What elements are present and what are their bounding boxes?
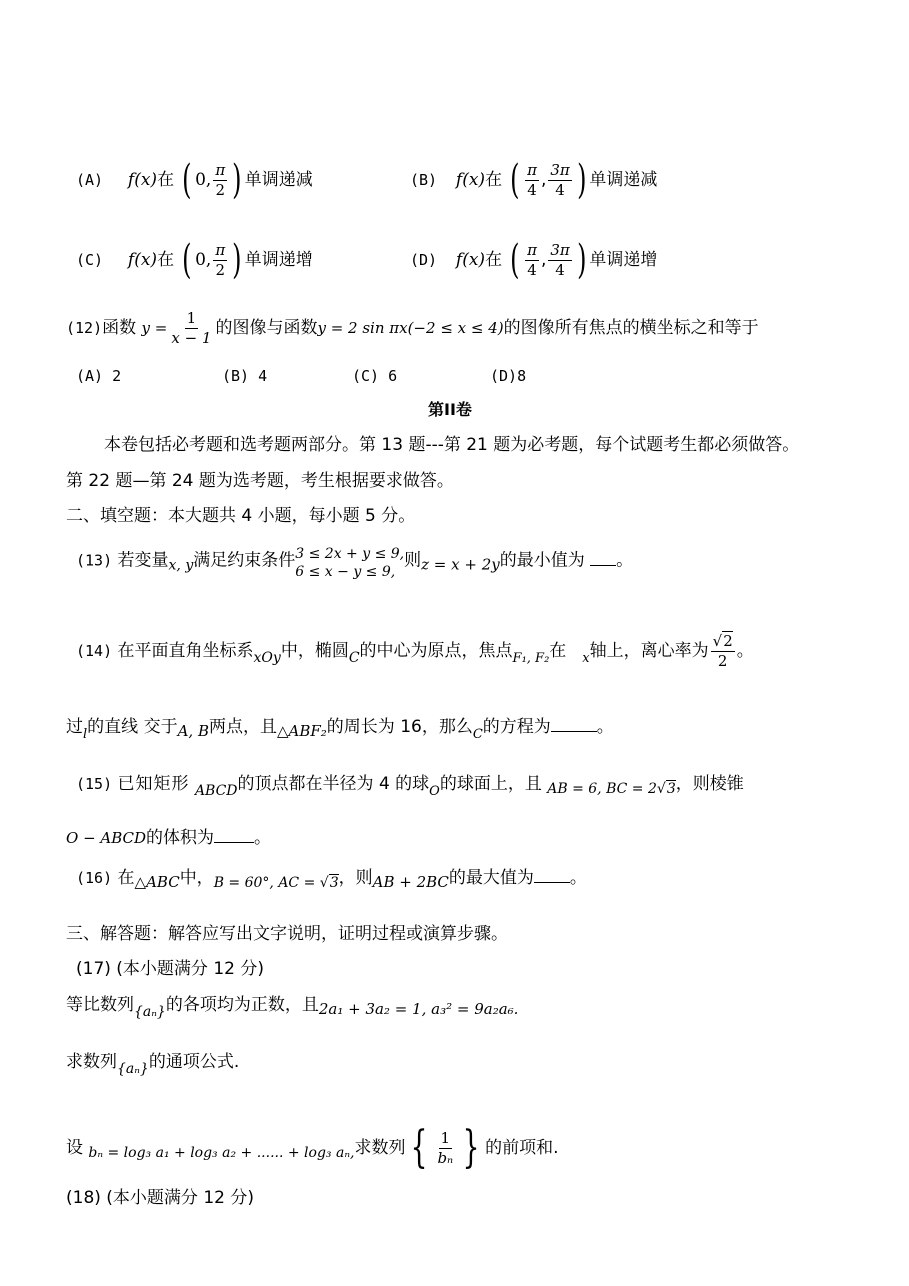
- section-heading: 二、填空题：本大题共 4 小题，每小题 5 分。: [66, 506, 416, 526]
- answer-blank: [534, 881, 570, 883]
- constraint-system: 3 ≤ 2x + y ≤ 9, 6 ≤ x − y ≤ 9,: [295, 546, 405, 580]
- question-14-line2: 过$_l$的直线 交于A, B两点，且△ABF₂的周长为 16，那么$_C$的方程为 。: [66, 717, 614, 742]
- interval: ( $\frac{\pi}{4}$ , $\frac{3\pi}{4}$ ): [510, 237, 587, 283]
- section-heading: 三、解答题：解答应写出文字说明，证明过程或演算步骤。: [66, 924, 508, 944]
- question-number: (15): [76, 775, 113, 793]
- fraction: $\frac{1}{x - 1}$: [171, 309, 212, 347]
- intro-paragraph: 第 22 题—第 24 题为选考题，考生根据要求做答。: [66, 471, 454, 491]
- question-15: (15) 已知矩形 $_{ABCD}$的顶点都在半径为 4 的球$_O$的球面上，且 $_{AB = 6, BC = 2√3}$，则棱锥: [76, 774, 744, 799]
- function-expression: f(x): [127, 170, 158, 190]
- interval: ( 0, $\frac{\pi}{2}$ ): [182, 237, 242, 283]
- question-17-part1: 求数列$_{\{a_n\}}$的通项公式.: [66, 1052, 240, 1077]
- answer-blank: [551, 730, 597, 732]
- function-expression: f(x): [127, 250, 158, 270]
- question-heading: (18) (本小题满分 12 分): [66, 1188, 255, 1208]
- option-a: (A) f(x)在 ( 0, $\frac{\pi}{2}$ ) 单调递减: [76, 157, 313, 203]
- function-expression: f(x): [455, 170, 486, 190]
- section-title: 第II卷: [428, 400, 472, 419]
- question-number: (12): [66, 319, 103, 337]
- answer-blank: [590, 564, 616, 566]
- question-13: (13) 若变量$_{x, y}$满足约束条件 3 ≤ 2x + y ≤ 9, 6 ≤ x − y ≤ 9, 则z = x + 2y的最小值为 。: [76, 546, 634, 580]
- question-heading: (17) (本小题满分 12 分): [76, 959, 265, 979]
- sequence-set: { $\frac{1}{\text{bₙ}}$ }: [411, 1122, 480, 1173]
- option-a: (A) 2: [76, 367, 122, 385]
- option-b: (B) f(x)在 ( $\frac{\pi}{4}$ , $\frac{3\pi}{4}$ ) 单调递减: [410, 157, 658, 203]
- question-12: (12)函数 y = $\frac{1}{x - 1}$ 的图像与函数y = 2 sin πx(−2 ≤ x ≤ 4)的图像所有焦点的横坐标之和等于: [66, 309, 759, 347]
- intro-paragraph: 本卷包括必考题和选考题两部分。第 13 题---第 21 题为必考题，每个试题考生都必须做答。: [104, 435, 800, 455]
- option-label: (C): [76, 251, 104, 269]
- option-c: (C) f(x)在 ( 0, $\frac{\pi}{2}$ ) 单调递增: [76, 237, 313, 283]
- fraction: $\frac{√2}{2}$: [712, 632, 733, 670]
- question-17-text: 等比数列$_{\{a_n\}}$的各项均为正数，且2a₁ + 3a₂ = 1, a₃² = 9a₂a₆.: [66, 995, 519, 1020]
- question-number: (14): [76, 642, 113, 660]
- question-14: (14) 在平面直角坐标系$_{xOy}$中，椭圆$_C$的中心为原点，焦点$_{F_1, F_2}$在 $_x$轴上，离心率为 $\frac{√2}{2}$ 。: [76, 632, 754, 670]
- question-16: (16) 在△ABC中，$_{B = 60^\circ, AC = √3}$，则AB + 2BC的最大值为 。: [76, 868, 587, 891]
- option-b: (B) 4: [222, 367, 268, 385]
- interval: ( $\frac{\pi}{4}$ , $\frac{3\pi}{4}$ ): [510, 157, 587, 203]
- option-d: (D)8: [490, 367, 527, 385]
- question-number: (13): [76, 551, 113, 570]
- answer-blank: [214, 841, 254, 843]
- option-label: (A): [76, 171, 104, 189]
- option-c: (C) 6: [352, 367, 398, 385]
- option-label: (D): [410, 251, 438, 269]
- question-17-part2: 设 $_{b_n = log_3 a_1 + log_3 a_2 + ...... + log_3 a_n,}$求数列 { $\frac{1}{\text{bₙ}}$ } 的前项和.: [66, 1122, 559, 1173]
- option-d: (D) f(x)在 ( $\frac{\pi}{4}$ , $\frac{3\pi}{4}$ ) 单调递增: [410, 237, 658, 283]
- interval: ( 0, $\frac{\pi}{2}$ ): [182, 157, 242, 203]
- function-expression: y = 2 sin πx(−2 ≤ x ≤ 4): [317, 319, 504, 337]
- function-expression: f(x): [455, 250, 486, 270]
- question-number: (16): [76, 869, 113, 887]
- option-label: (B): [410, 171, 438, 189]
- question-15-line2: O − ABCD的体积为 。: [66, 828, 272, 848]
